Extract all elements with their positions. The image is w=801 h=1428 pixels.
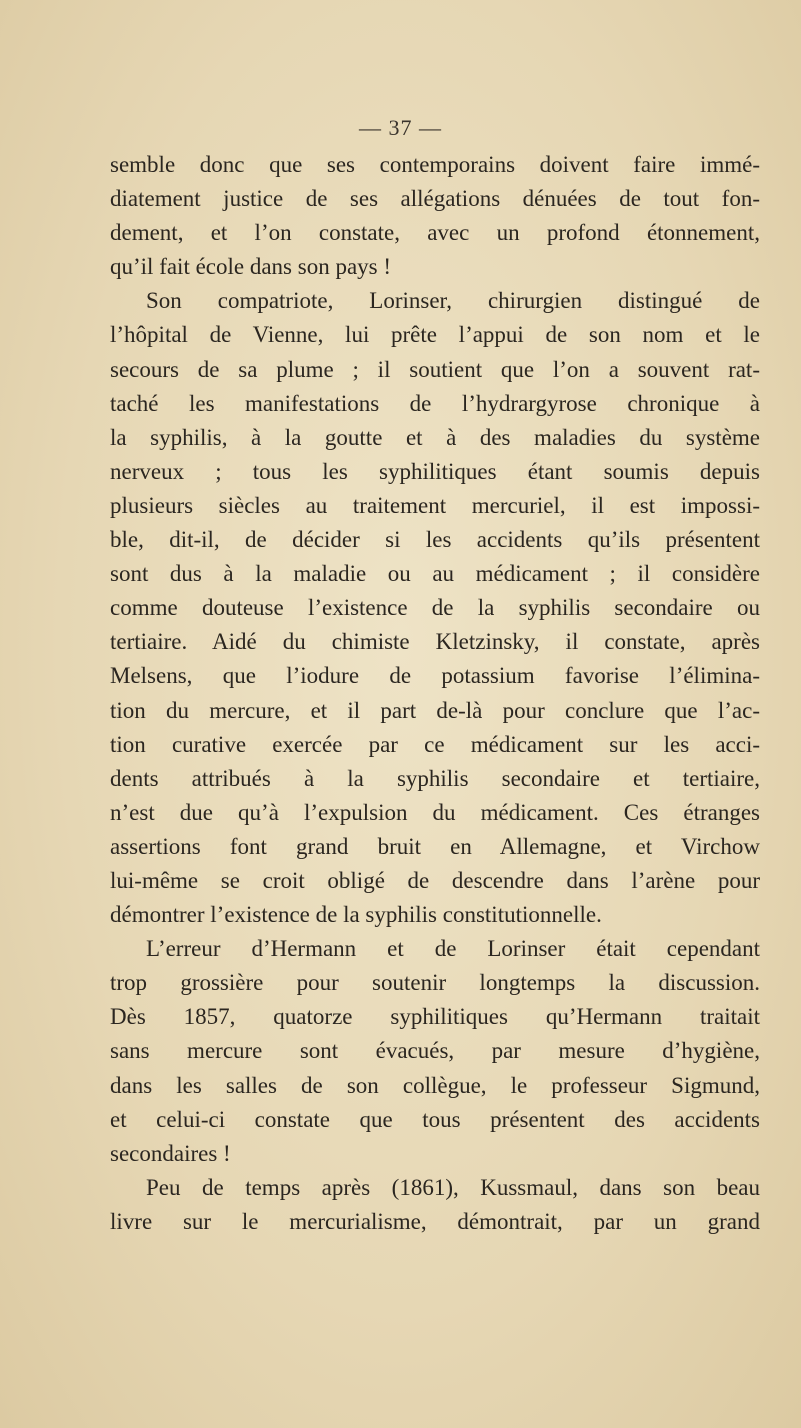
text-line: la syphilis, à la goutte et à des maladies du système	[110, 424, 760, 450]
text-line: n’est due qu’à l’expulsion du médicament. Ces étranges	[110, 799, 760, 825]
text-line: diatement justice de ses allégations dénuées de tout fon-	[110, 186, 760, 212]
text-line: tion du mercure, et il part de-là pour conclure que l’ac-	[110, 697, 760, 723]
text-line: comme douteuse l’existence de la syphilis secondaire ou	[110, 595, 760, 621]
text-line: et celui-ci constate que tous présentent des accidents	[110, 1106, 760, 1132]
text-line: lui-même se croit obligé de descendre dans l’arène pour	[110, 867, 760, 893]
text-line: Son compatriote, Lorinser, chirurgien distingué de	[146, 288, 760, 314]
page-number: — 37 —	[359, 115, 442, 140]
text-line: secondaires !	[110, 1140, 231, 1166]
text-line: livre sur le mercurialisme, démontrait, par un grand	[110, 1208, 760, 1234]
text-line: semble donc que ses contemporains doivent faire immé-	[110, 152, 760, 177]
text-line: sans mercure sont évacués, par mesure d’hygiène,	[110, 1038, 760, 1064]
text-line: Peu de temps après (1861), Kussmaul, dans son beau	[146, 1174, 760, 1200]
text-line: dement, et l’on constate, avec un profond étonnement,	[110, 220, 760, 246]
text-line: dans les salles de son collègue, le professeur Sigmund,	[110, 1072, 760, 1098]
body-text	[110, 148, 760, 1239]
text-line: dents attribués à la syphilis secondaire et tertiaire,	[110, 765, 760, 791]
text-line: assertions font grand bruit en Allemagne, et Virchow	[110, 833, 760, 859]
text-line: secours de sa plume ; il soutient que l’on a souvent rat-	[110, 356, 760, 382]
text-line: Melsens, que l’iodure de potassium favorise l’élimina-	[110, 663, 760, 689]
text-line: nerveux ; tous les syphilitiques étant soumis depuis	[110, 458, 760, 484]
text-line: ble, dit-il, de décider si les accidents qu’ils présentent	[110, 527, 760, 553]
text-line: qu’il fait école dans son pays !	[110, 254, 392, 280]
text-line: sont dus à la maladie ou au médicament ; il considère	[110, 561, 760, 587]
text-line: tertiaire. Aidé du chimiste Kletzinsky, il constate, après	[110, 629, 760, 655]
text-line: l’hôpital de Vienne, lui prête l’appui de son nom et le	[110, 322, 760, 348]
text-line: plusieurs siècles au traitement mercuriel, il est impossi-	[110, 492, 760, 518]
text-line: tion curative exercée par ce médicament sur les acci-	[110, 731, 760, 757]
text-line: démontrer l’existence de la syphilis constitutionnelle.	[110, 902, 602, 928]
text-line: trop grossière pour soutenir longtemps la discussion.	[110, 970, 760, 996]
text-line: L’erreur d’Hermann et de Lorinser était cependant	[146, 936, 760, 962]
text-line: taché les manifestations de l’hydrargyrose chronique à	[110, 390, 760, 416]
text-line: Dès 1857, quatorze syphilitiques qu’Hermann traitait	[110, 1004, 760, 1030]
